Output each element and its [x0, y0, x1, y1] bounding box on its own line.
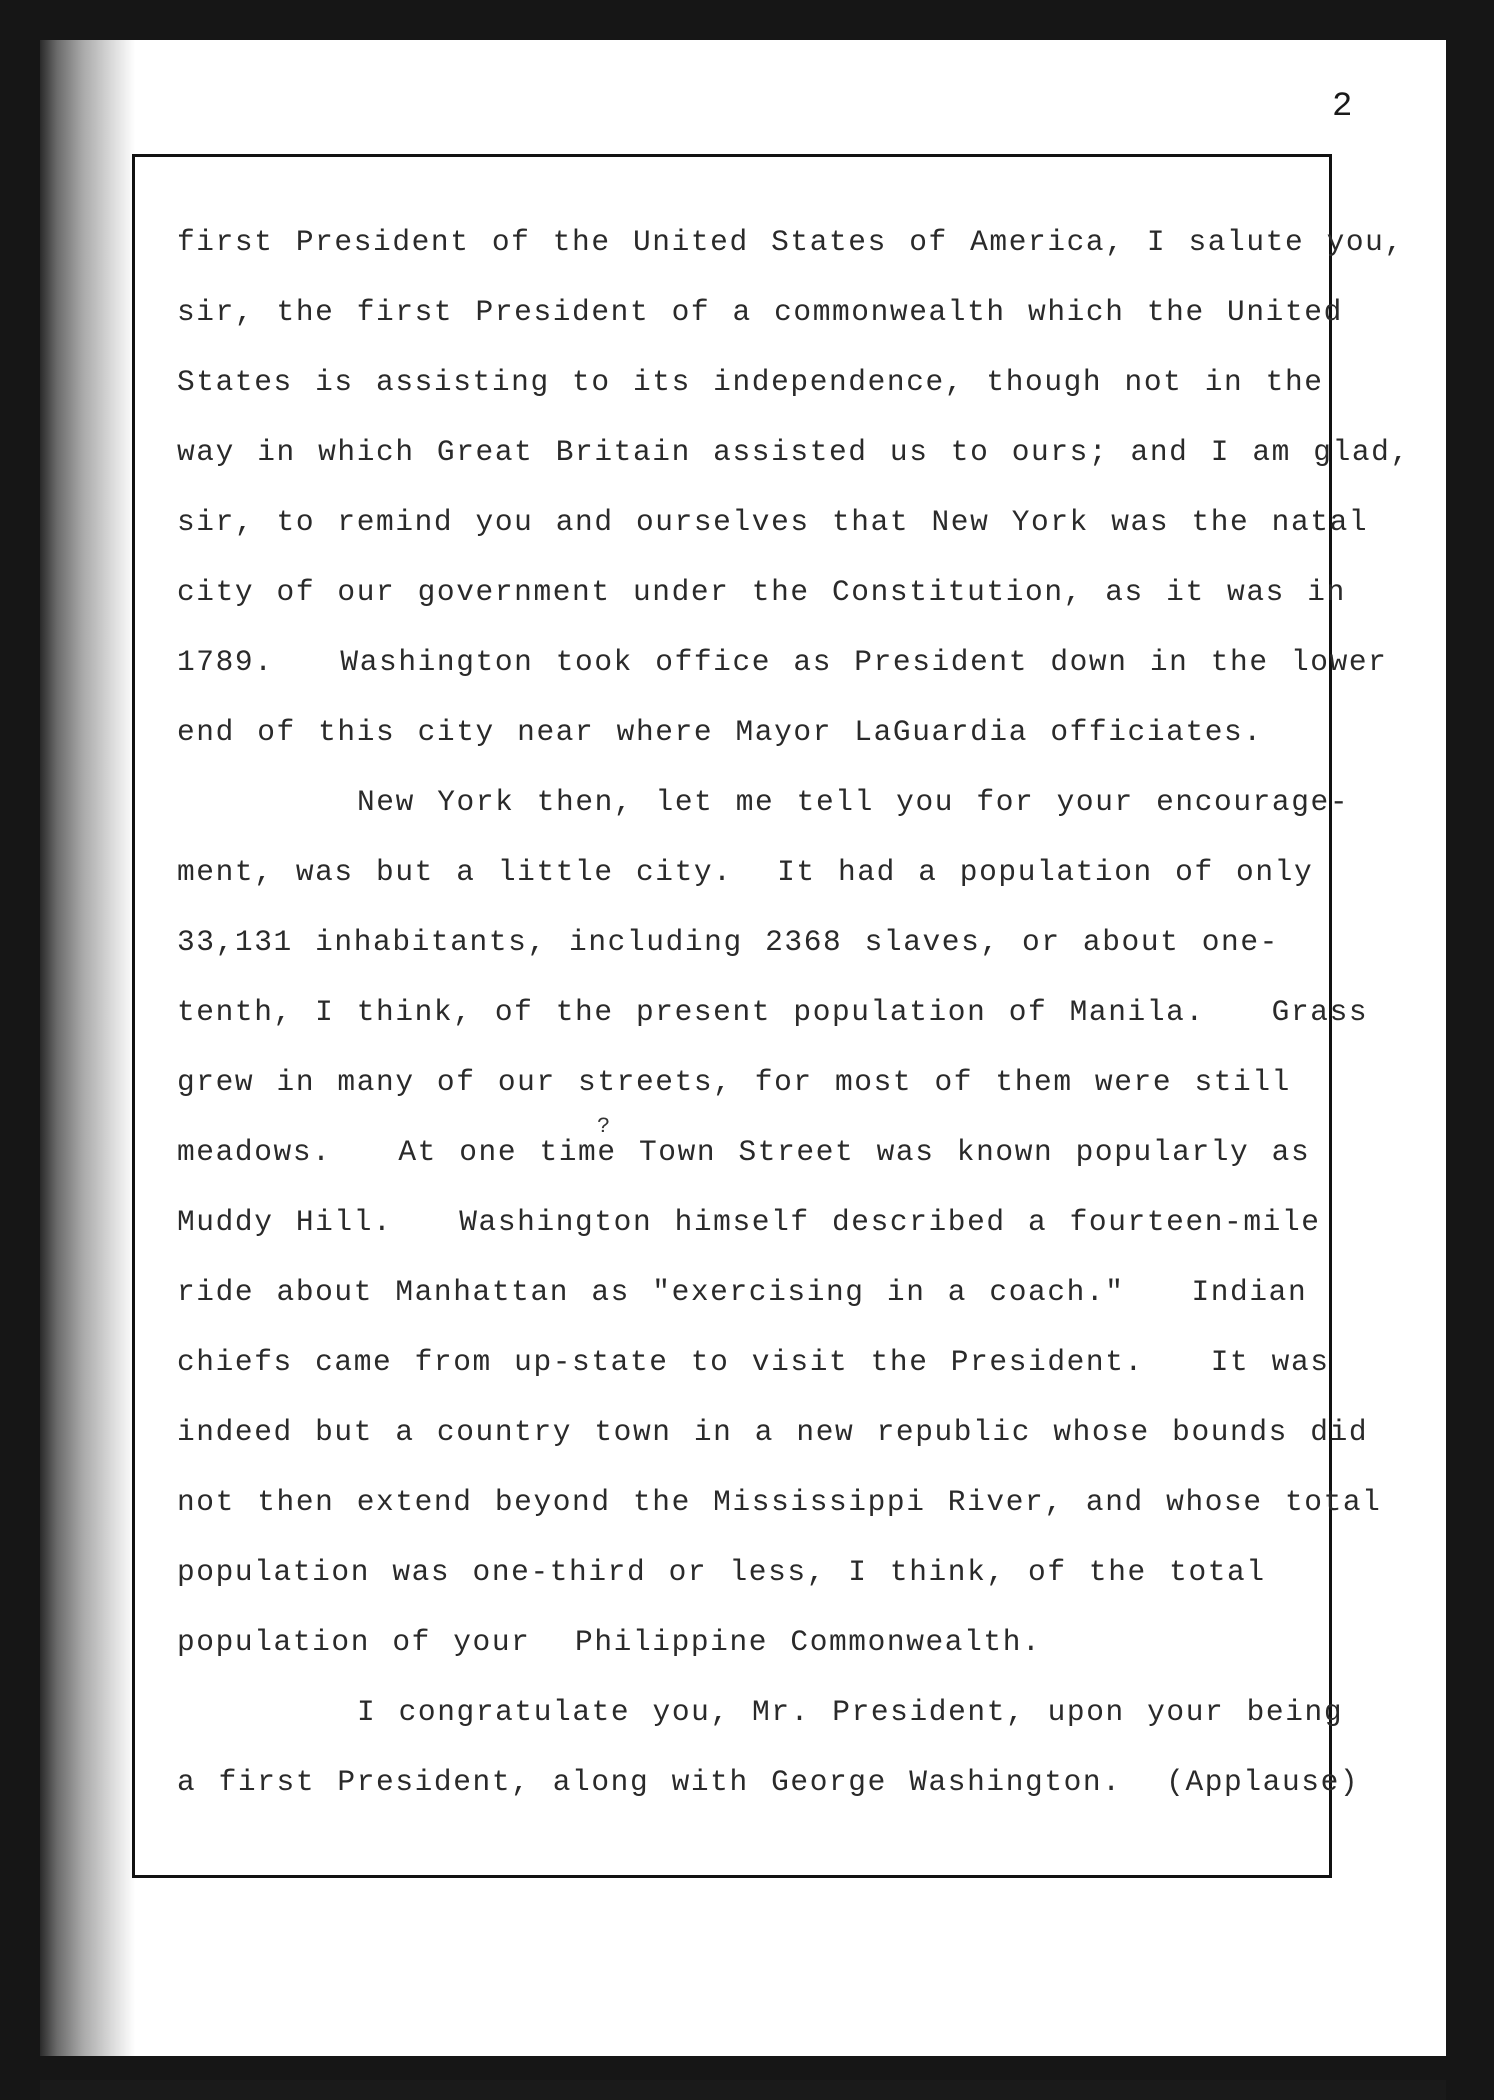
text-line: population of your Philippine Commonwealth. — [177, 1625, 1042, 1659]
text-line: city of our government under the Constitution, as it was in — [177, 575, 1346, 609]
page-number: 2 — [1332, 88, 1354, 126]
text-line: tenth, I think, of the present population of Manila. Grass — [177, 995, 1369, 1029]
text-line: end of this city near where Mayor LaGuardia officiates. — [177, 715, 1263, 749]
text-line: grew in many of our streets, for most of them were still — [177, 1065, 1291, 1099]
text-line: not then extend beyond the Mississippi River, and whose total — [177, 1485, 1382, 1519]
text-line: meadows. At one time Town Street was known popularly as — [177, 1135, 1311, 1169]
text-line: way in which Great Britain assisted us to ours; and I am glad, — [177, 435, 1410, 469]
binding-shadow — [40, 40, 135, 2056]
text-line: a first President, along with George Washington. (Applause) — [177, 1765, 1360, 1799]
text-line: sir, the first President of a commonwealth which the United — [177, 295, 1343, 329]
text-border-box — [132, 154, 1410, 1878]
text-line: States is assisting to its independence, though not in the — [177, 365, 1324, 399]
handwritten-query-mark: ? — [597, 1114, 611, 1139]
text-line: first President of the United States of America, I salute you, — [177, 225, 1404, 259]
text-line: population was one-third or less, I think, of the total — [177, 1555, 1266, 1589]
document-page — [40, 40, 1446, 2056]
text-line: ride about Manhattan as "exercising in a coach." Indian — [177, 1275, 1308, 1309]
text-line: 33,131 inhabitants, including 2368 slaves, or about one- — [177, 925, 1279, 959]
text-line: 1789. Washington took office as President down in the lower — [177, 645, 1388, 679]
text-line: indeed but a country town in a new republic whose bounds did — [177, 1415, 1369, 1449]
text-line: ment, was but a little city. It had a population of only — [177, 855, 1314, 889]
text-line: chiefs came from up-state to visit the President. It was — [177, 1345, 1330, 1379]
text-line: Muddy Hill. Washington himself described a fourteen-mile — [177, 1205, 1321, 1239]
paragraph-start-line: New York then, let me tell you for your encourage- — [357, 785, 1350, 819]
text-line: sir, to remind you and ourselves that New York was the natal — [177, 505, 1369, 539]
bottom-scan-edge — [40, 2080, 1446, 2100]
paragraph-start-line: I congratulate you, Mr. President, upon your being — [357, 1695, 1344, 1729]
